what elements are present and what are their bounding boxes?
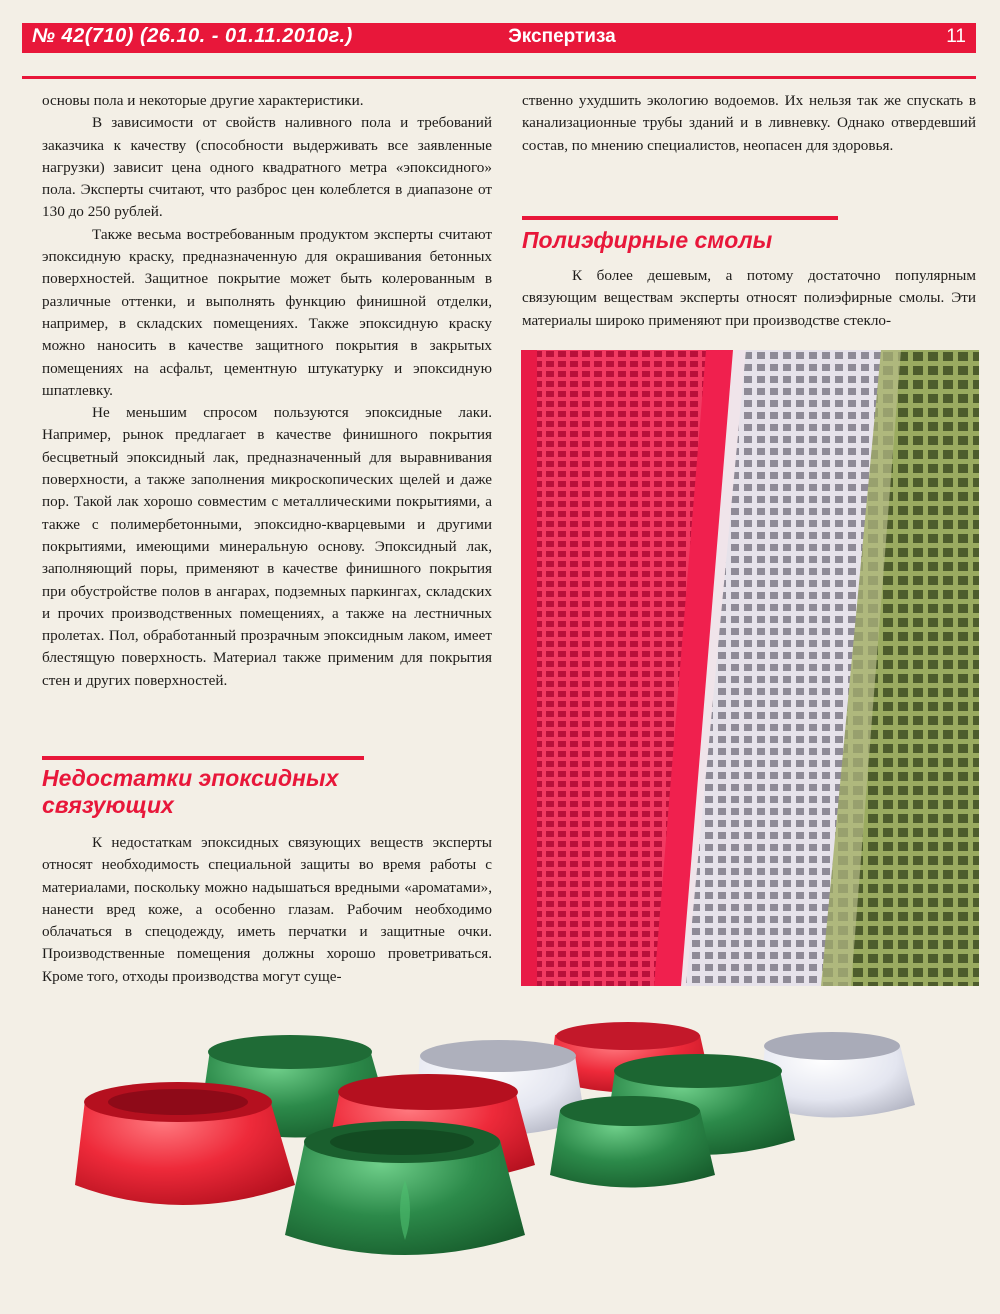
bowl	[75, 1082, 295, 1205]
section-title: Экспертиза	[508, 26, 616, 47]
left-column-text	[42, 90, 492, 692]
bowl	[285, 1121, 525, 1255]
drawbacks-text	[42, 832, 492, 988]
paragraph: К более дешевым, а потому достаточно популярным связующим веществам эксперты относят полиэфирные смолы. Эти материалы широко применяют при производстве стекло-	[522, 267, 976, 329]
gratings-illustration	[521, 350, 979, 986]
right-column-text	[522, 90, 976, 157]
heading-line: Недостатки эпоксидных	[42, 765, 339, 791]
paragraph: основы пола и некоторые другие характеристики.	[42, 92, 364, 109]
bowls-illustration	[70, 1010, 980, 1300]
section-heading-drawbacks	[42, 765, 492, 819]
header-divider	[22, 76, 976, 79]
paragraph: К недостаткам эпоксидных связующих веществ эксперты относят необходимость специальной защиты во время работы с материалами, поскольку можно надышаться вредными «ароматами», нанести вред коже, а особенно глазам. Рабочим необходимо облачаться в спецодежду, иметь перчатки и защитные очки. Производственные помещения должны хорошо проветриваться. Кроме того, отходы производства могут суще-	[42, 834, 492, 985]
bowl	[550, 1096, 715, 1188]
paragraph: Также весьма востребованным продуктом эксперты считают эпоксидную краску, предназначенную для окрашивания бетонных поверхностей. Защитное покрытие может быть колерованным в различные оттенки, и выполнять функцию финишной отделки, например, в складских помещениях. Также эпоксидную краску можно наносить в качестве защитного покрытия в закрытых помещениях на асфальт, цементную штукатурку и эпоксидную шпатлевку.	[42, 225, 492, 399]
paragraph: ственно ухудшить экологию водоемов. Их нельзя так же спускать в канализационные трубы зданий и в ливневку. Однако отвердевший состав, по мнению специалистов, неопасен для здоровья.	[522, 92, 976, 154]
paragraph: Не меньшим спросом пользуются эпоксидные лаки. Например, рынок предлагает в качестве финишного покрытия бесцветный эпоксидный лак, предназначенный для выравнивания поверхности, а также заполнения микроскопических щелей и даже пор. Такой лак хорошо совместим с металлическими покрытиями, а также с полимербетонными, эпоксидно-кварцевыми и другими покрытиями, имеющими минеральную основу. Эпоксидный лак, заполняющий поры, применяют в качестве финишного покрытия при обустройстве полов в ангарах, подземных паркингах, складских и прочих производственных помещениях, а также на лестничных пролетах. Пол, обработанный прозрачным эпоксидным лаком, имеет блестящую поверхность. Материал также применим для покрытия стен и других поверхностей.	[42, 404, 492, 689]
paragraph: В зависимости от свойств наливного пола и требований заказчика к качеству (способности выдерживать все заявленные нагрузки) зависит цена одного квадратного метра «эпоксидного» пола. Эксперты считают, что разброс цен колеблется в диапазоне от 130 до 250 рублей.	[42, 114, 492, 221]
heading-line: связующих	[42, 792, 174, 818]
section-rule	[522, 216, 838, 220]
fiberglass-gratings-photo	[521, 350, 979, 986]
section-rule	[42, 756, 364, 760]
polyester-text	[522, 265, 976, 332]
issue-number: № 42(710) (26.10. - 01.11.2010г.)	[32, 25, 353, 47]
page-number: 11	[946, 26, 966, 47]
section-heading-polyester: Полиэфирные смолы	[522, 227, 773, 253]
page-header	[22, 23, 976, 53]
plastic-bowls-photo	[70, 1010, 980, 1300]
